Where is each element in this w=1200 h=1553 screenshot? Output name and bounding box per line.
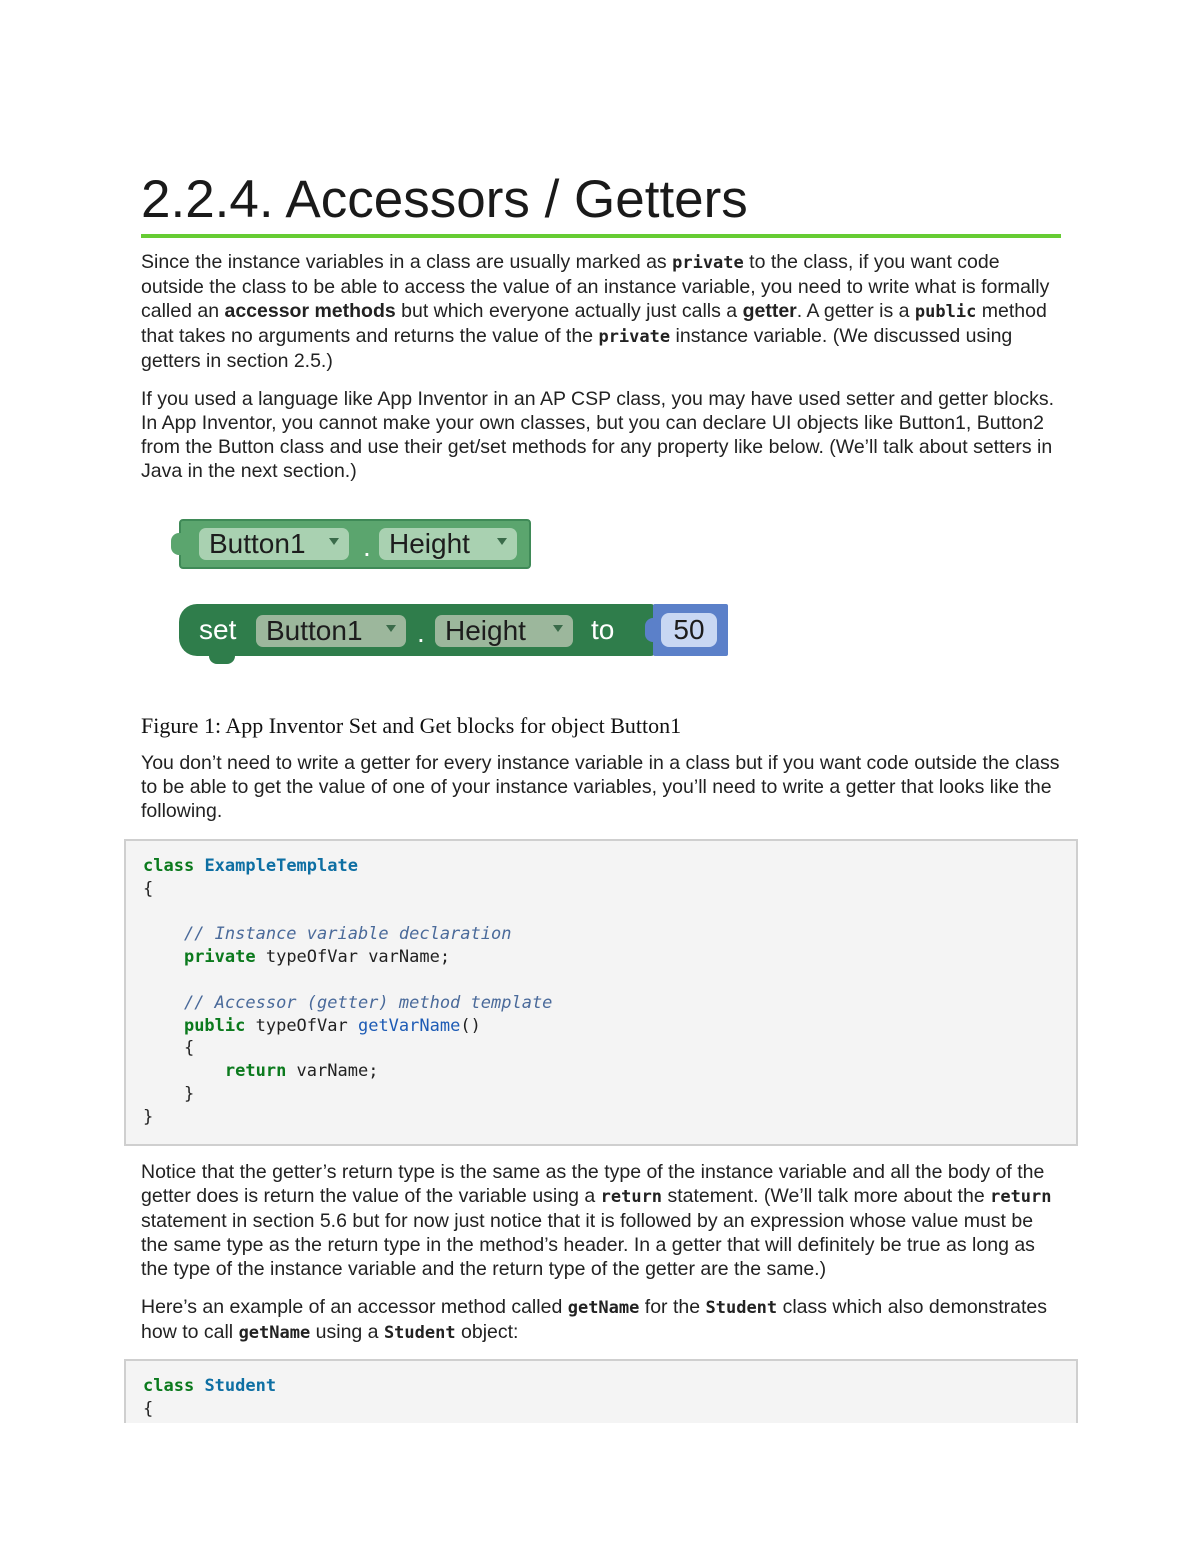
paragraph-return-type: Notice that the getter’s return type is the same as the type of the instance variable and all the body of the getter does is return the value of the variable using a return statement. (We’ll talk more about the return statement in section 5.6 but for now just notice that it is followed by an expression whose value must be the same type as the return type in the method’s header. In a getter that will definitely be true as long as the type of the instance variable and the return type of the getter are the same.): [141, 1161, 1052, 1280]
setter-set-label: set: [199, 614, 237, 645]
inline-code-private-2: private: [598, 327, 671, 347]
code-block-student: class Student {: [124, 1359, 1078, 1423]
setter-block: [179, 604, 655, 656]
setter-object-dropdown[interactable]: Button1: [256, 615, 406, 647]
dropdown-arrow-icon: [553, 625, 563, 632]
inline-code-private: private: [672, 253, 744, 273]
inline-code-student: Student: [705, 1298, 778, 1318]
paragraph-app-inventor: If you used a language like App Inventor in an AP CSP class, you may have used setter and getter blocks. In App Inventor, you cannot make your own classes, but you can declare UI objects like Button1, Button2 from the Button class and use their get/set methods for any property like below. (We’ll talk about setters in Java in the next section.): [141, 388, 1055, 482]
figure-caption: Figure 1: App Inventor Set and Get blocks for object Button1: [141, 713, 682, 738]
inline-code-getname: getName: [567, 1298, 640, 1318]
dropdown-arrow-icon: [386, 625, 396, 632]
inline-code-return: return: [600, 1187, 663, 1207]
inline-code-return-2: return: [990, 1187, 1052, 1207]
setter-property-dropdown[interactable]: Height: [435, 615, 573, 647]
term-accessor-methods: accessor methods: [224, 300, 396, 322]
getter-object-dropdown[interactable]: Button1: [199, 528, 349, 560]
dropdown-arrow-icon: [497, 538, 507, 545]
paragraph-getter-need: You don’t need to write a getter for every instance variable in a class but if you want code outside the class to be able to get the value of one of your instance variables, you’ll need to write a getter that looks like the following.: [141, 752, 1060, 822]
code-comment: // Accessor (getter) method template: [183, 992, 553, 1013]
inline-code-getname-2: getName: [238, 1323, 311, 1343]
page-title: 2.2.4. Accessors / Getters: [141, 168, 1061, 238]
getter-block: [179, 519, 531, 569]
dropdown-arrow-icon: [329, 538, 339, 545]
getter-dot: .: [363, 531, 371, 562]
getter-block-connector: [171, 533, 183, 555]
paragraph-student-example: Here’s an example of an accessor method called getName for the Student class which also demonstrates how to call getName using a Student object:: [141, 1296, 1048, 1343]
code-comment: // Instance variable declaration: [183, 924, 512, 945]
paragraph-accessors-intro: Since the instance variables in a class are usually marked as private to the class, if you want code outside the class to be able to access the value of an instance variable, you need to write what is formally called an accessor methods but which everyone actually just calls a getter. A getter is a public method that takes no arguments and returns the value of the private instance variable. (We discussed using getters in section 2.5.): [141, 251, 1050, 372]
setter-to-label: to: [591, 614, 615, 645]
number-value-field[interactable]: 50: [661, 613, 717, 647]
term-getter: getter: [742, 300, 797, 322]
setter-dot: .: [417, 617, 425, 648]
inline-code-public: public: [914, 302, 977, 322]
number-block-connector: [645, 618, 657, 642]
setter-block-tab: [209, 654, 235, 664]
getter-property-dropdown[interactable]: Height: [379, 528, 517, 560]
document-page: [141, 168, 1061, 1423]
code-block-example-template: class ExampleTemplate { // Instance variable declaration private typeOfVar varName; // Accessor (getter) method template public typeOfVar getVarName() { return varName; } }: [124, 839, 1078, 1146]
inline-code-student-2: Student: [383, 1323, 456, 1343]
app-inventor-blocks-figure: [141, 483, 1061, 713]
